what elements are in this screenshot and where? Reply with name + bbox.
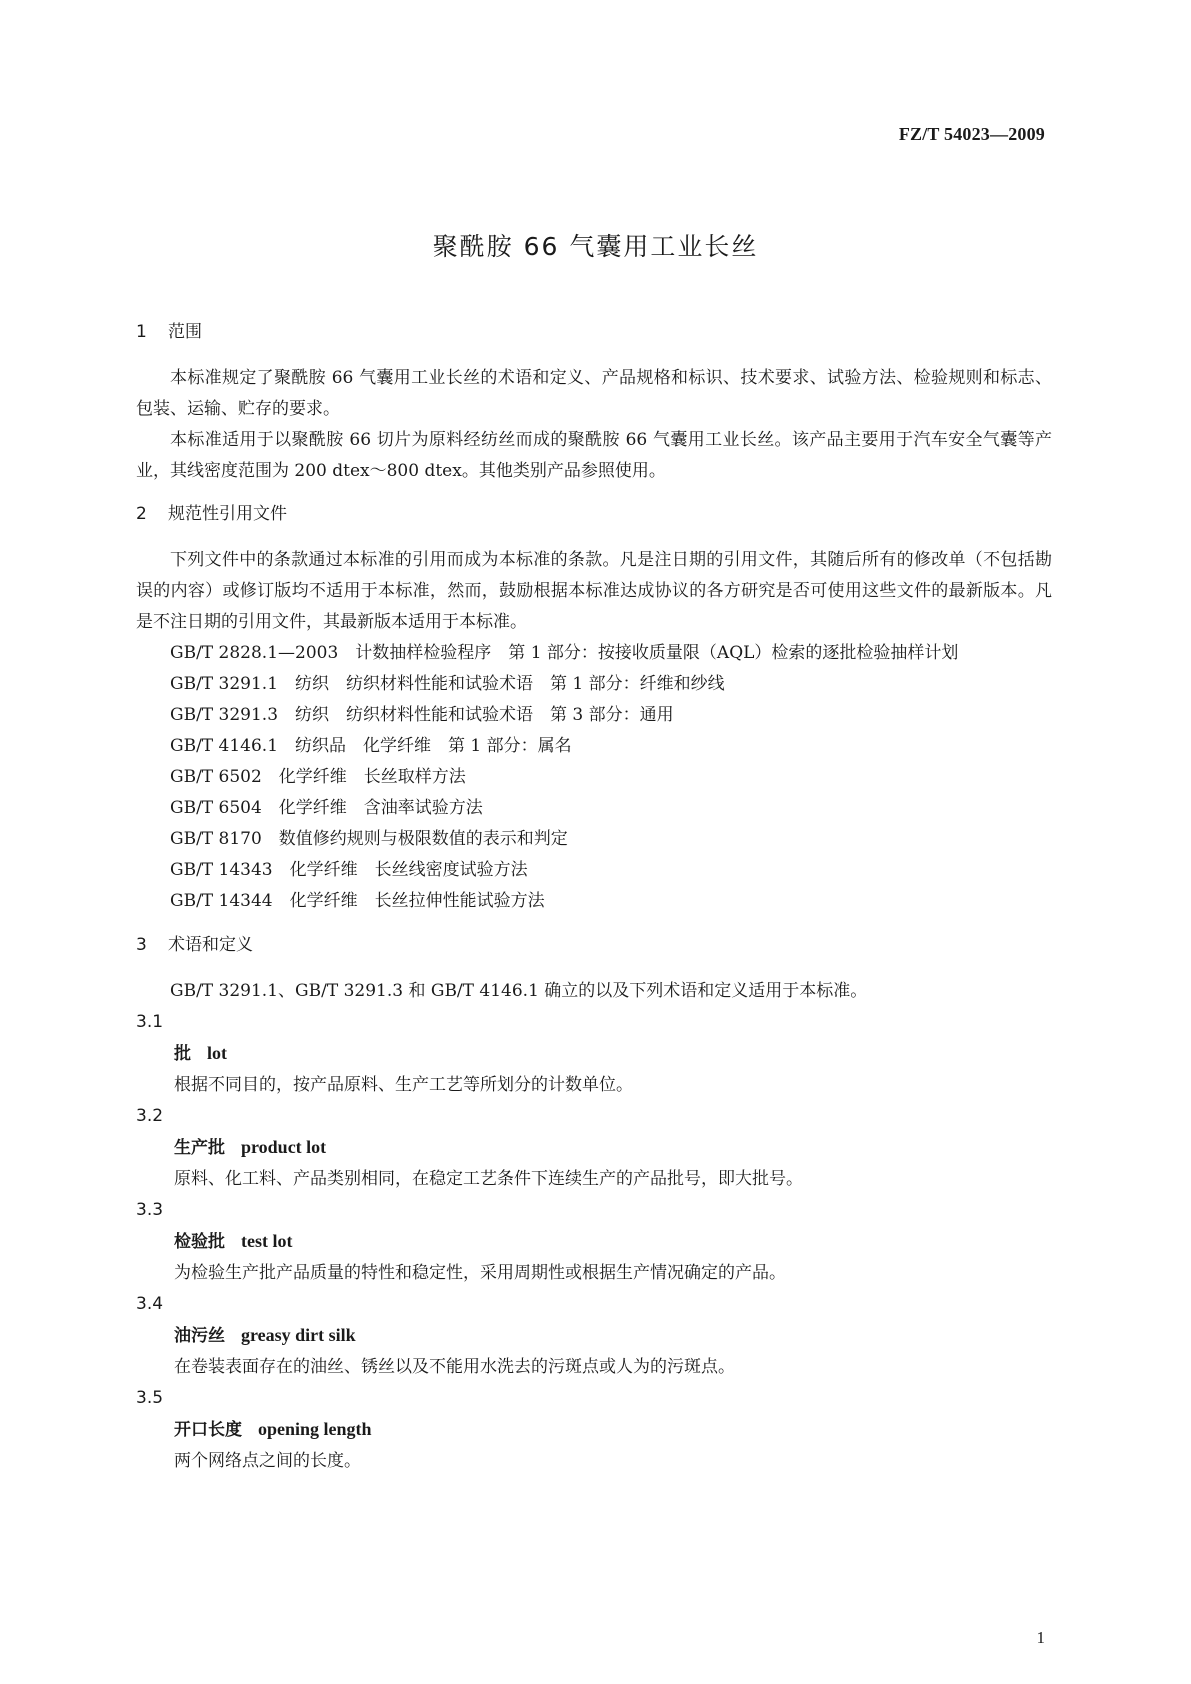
section-1-paragraph-1: 本标准规定了聚酰胺 66 气囊用工业长丝的术语和定义、产品规格和标识、技术要求、试验方法、检验规则和标志、包装、运输、贮存的要求。 xyxy=(136,368,1052,419)
reference-item: GB/T 4146.1 纺织品 化学纤维 第 1 部分：属名 xyxy=(170,736,572,756)
section-number: 1 xyxy=(136,322,147,342)
reference-item: GB/T 2828.1—2003 计数抽样检验程序 第 1 部分：按接收质量限（AQL）检索的逐批检验抽样计划 xyxy=(170,643,959,663)
reference-item: GB/T 6504 化学纤维 含油率试验方法 xyxy=(170,798,483,818)
term-zh: 批 xyxy=(174,1044,191,1064)
term-en: lot xyxy=(207,1043,227,1063)
section-1-paragraph-2: 本标准适用于以聚酰胺 66 切片为原料经纺丝而成的聚酰胺 66 气囊用工业长丝。该产品主要用于汽车安全气囊等产业，其线密度范围为 200 dtex～800 dtex。其他类别产品参照使用。 xyxy=(136,430,1052,481)
term-definition: 根据不同目的，按产品原料、生产工艺等所划分的计数单位。 xyxy=(174,1075,633,1095)
reference-item: GB/T 14344 化学纤维 长丝拉伸性能试验方法 xyxy=(170,891,545,911)
term-name xyxy=(136,1132,1052,1164)
section-1-heading xyxy=(136,318,1052,346)
standard-code: FZ/T 54023—2009 xyxy=(898,124,1045,144)
term-en: opening length xyxy=(258,1419,372,1439)
term-name xyxy=(136,1414,1052,1446)
reference-item: GB/T 8170 数值修约规则与极限数值的表示和判定 xyxy=(170,829,568,849)
reference-item: GB/T 14343 化学纤维 长丝线密度试验方法 xyxy=(170,860,528,880)
term-en: greasy dirt silk xyxy=(241,1325,356,1345)
term-zh: 生产批 xyxy=(174,1138,225,1158)
section-title: 规范性引用文件 xyxy=(168,504,287,524)
term-number: 3.5 xyxy=(136,1388,164,1408)
section-title: 术语和定义 xyxy=(168,935,253,955)
term-definition: 原料、化工料、产品类别相同，在稳定工艺条件下连续生产的产品批号，即大批号。 xyxy=(174,1169,803,1189)
section-number: 3 xyxy=(136,935,147,955)
section-2-heading xyxy=(136,500,1052,528)
term-zh: 油污丝 xyxy=(174,1326,225,1346)
section-3-intro: GB/T 3291.1、GB/T 3291.3 和 GB/T 4146.1 确立的以及下列术语和定义适用于本标准。 xyxy=(170,981,868,1001)
document-title: 聚酰胺 66 气囊用工业长丝 xyxy=(432,232,759,261)
term-zh: 开口长度 xyxy=(174,1420,242,1440)
section-title: 范围 xyxy=(168,322,202,342)
term-en: test lot xyxy=(241,1231,293,1251)
term-number: 3.4 xyxy=(136,1294,164,1314)
term-name xyxy=(136,1038,1052,1070)
term-number: 3.3 xyxy=(136,1200,164,1220)
section-2-intro: 下列文件中的条款通过本标准的引用而成为本标准的条款。凡是注日期的引用文件，其随后所有的修改单（不包括勘误的内容）或修订版均不适用于本标准，然而，鼓励根据本标准达成协议的各方研究是否可使用这些文件的最新版本。凡是不注日期的引用文件，其最新版本适用于本标准。 xyxy=(136,550,1052,632)
term-name xyxy=(136,1320,1052,1352)
term-definition: 为检验生产批产品质量的特性和稳定性，采用周期性或根据生产情况确定的产品。 xyxy=(174,1263,786,1283)
reference-item: GB/T 3291.3 纺织 纺织材料性能和试验术语 第 3 部分：通用 xyxy=(170,705,674,725)
page-number: 1 xyxy=(1036,1628,1045,1647)
section-3-heading xyxy=(136,931,1052,959)
document-body xyxy=(136,318,1052,1477)
reference-item: GB/T 6502 化学纤维 长丝取样方法 xyxy=(170,767,466,787)
term-name xyxy=(136,1226,1052,1258)
term-definition: 在卷装表面存在的油丝、锈丝以及不能用水洗去的污斑点或人为的污斑点。 xyxy=(174,1357,735,1377)
term-number: 3.1 xyxy=(136,1012,164,1032)
term-definition: 两个网络点之间的长度。 xyxy=(174,1451,361,1471)
term-en: product lot xyxy=(241,1137,327,1157)
term-number: 3.2 xyxy=(136,1106,164,1126)
section-number: 2 xyxy=(136,504,147,524)
reference-item: GB/T 3291.1 纺织 纺织材料性能和试验术语 第 1 部分：纤维和纱线 xyxy=(170,674,725,694)
term-zh: 检验批 xyxy=(174,1232,225,1252)
